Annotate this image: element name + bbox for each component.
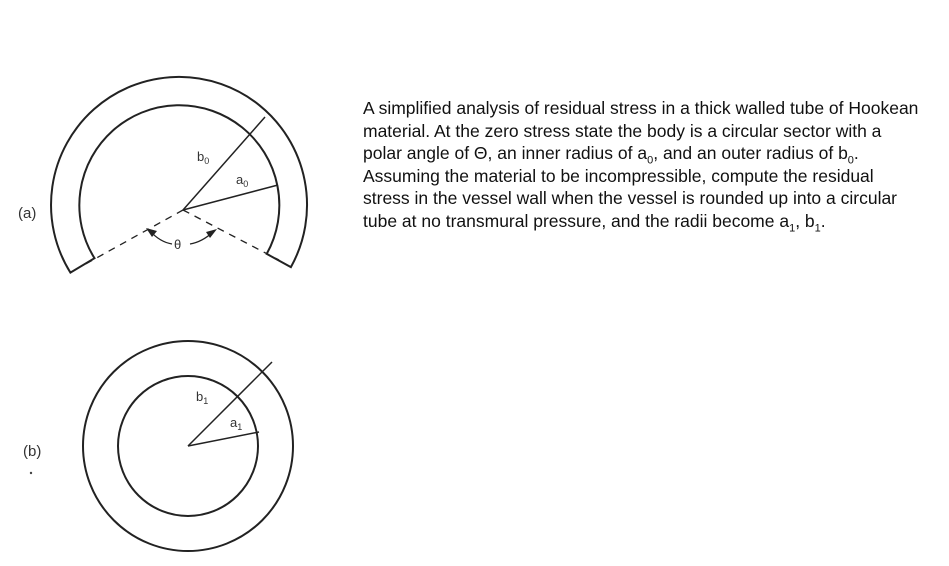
angle-theta-label: θ [174,237,182,252]
b1-label: $b_1$ [196,389,209,406]
a0-label: $a_0$ [236,172,249,189]
inner-radius-line-a0 [183,185,278,210]
figure-b [83,341,293,551]
sector-edge-right-dashed [183,210,279,260]
outer-radius-line-b0 [183,117,265,210]
sector-edge-left-dashed [82,210,183,266]
theta-symbol: Θ [473,143,488,163]
problem-statement: A simplified analysis of residual stress in a thick walled tube of Hookean material. At the zero stress state the body is a circular sector with a polar angle of Θ, an inner radius of $a_0$, and an outer radius of $b_0$. Assuming the material to be incompressible, compute the residual stress in the vessel wall when the vessel is rounded up into a circular tube at no transmural pressure, and the radii become $a_1$, $b_1$. [363,98,919,234]
inner-radius-line-a1 [188,432,259,446]
figure-a-label: (a) [18,205,37,222]
a1-label: $a_1$ [230,415,243,432]
figure-b-label: (b) [23,443,42,460]
stray-dot [30,472,32,474]
residual-stress-figure [0,0,360,566]
b0-label: $b_0$ [197,149,210,166]
outer-radius-line-b1 [188,362,272,446]
